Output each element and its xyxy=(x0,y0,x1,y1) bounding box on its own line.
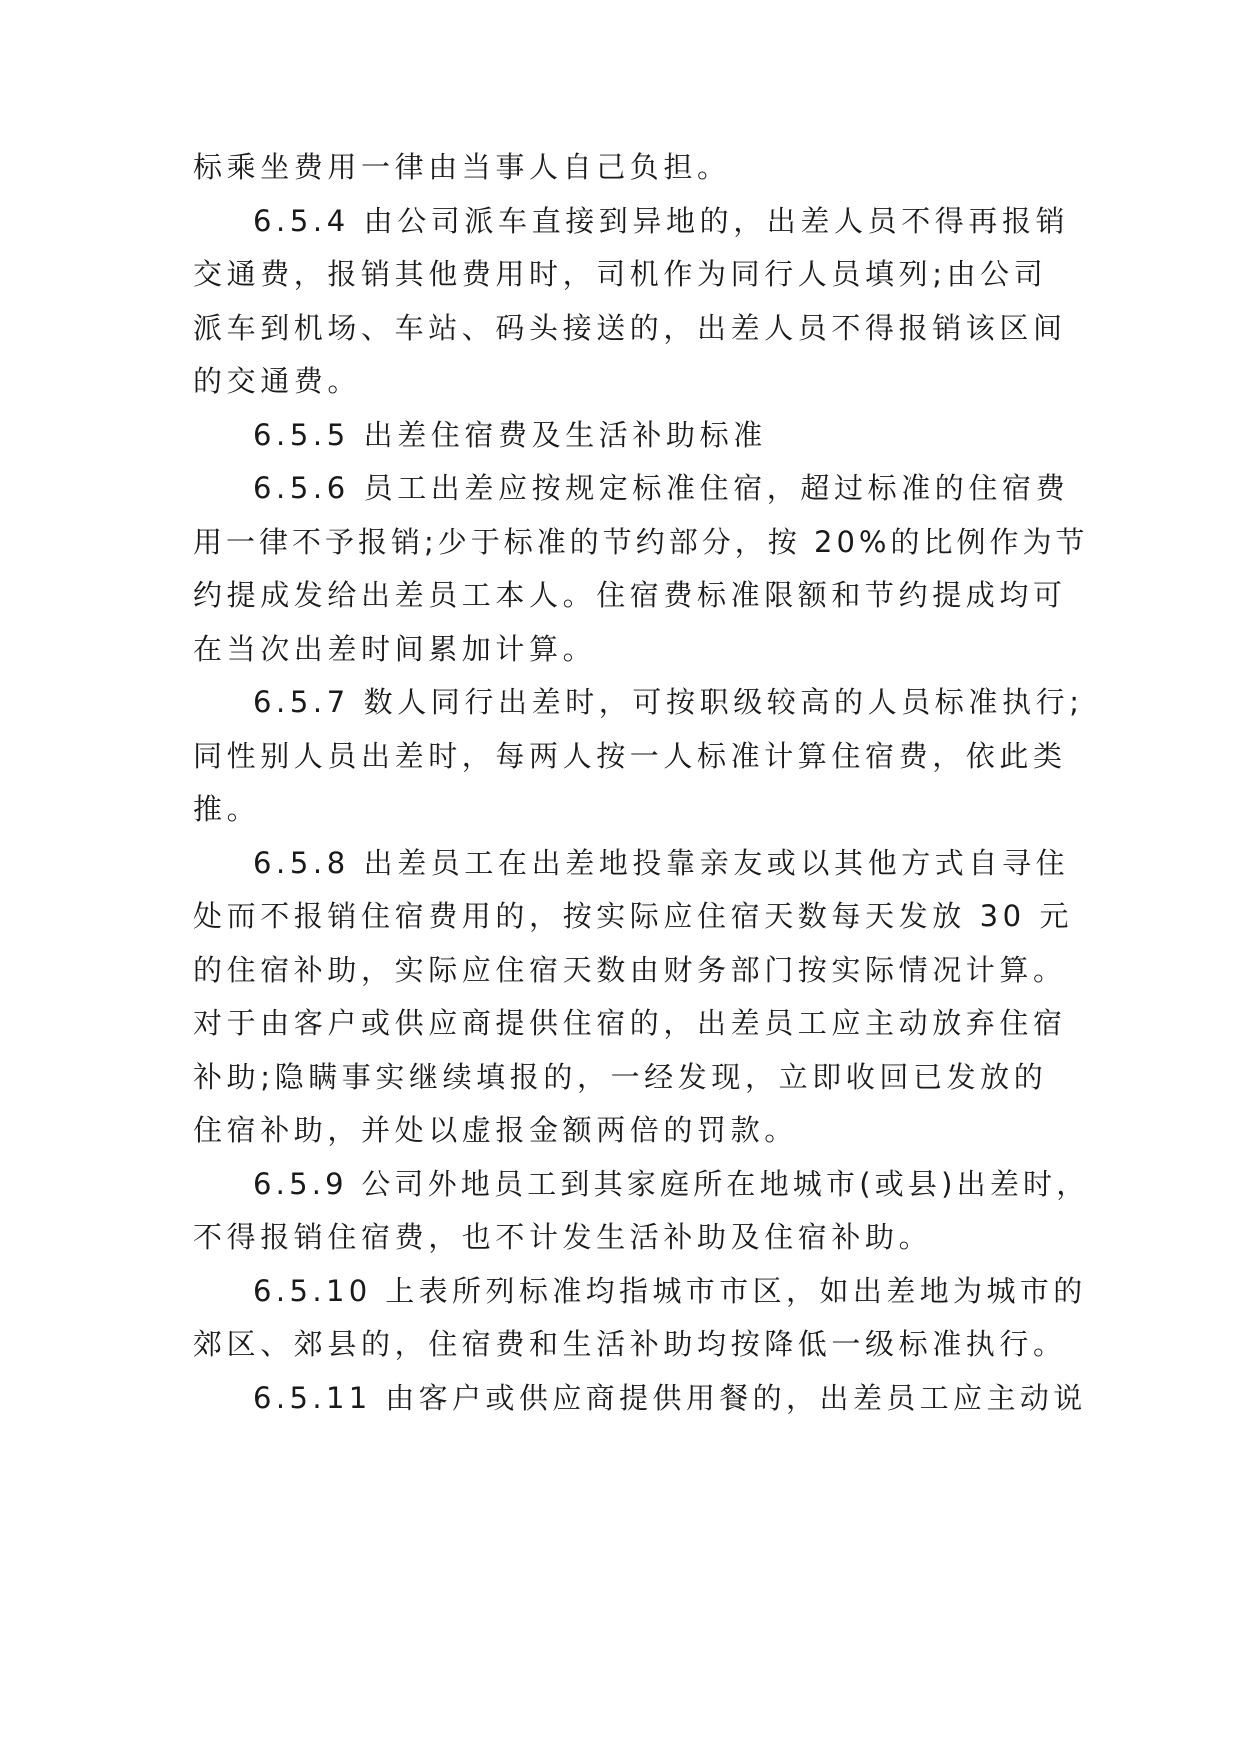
text-line: 郊区、郊县的，住宿费和生活补助均按降低一级标准执行。 xyxy=(193,1327,1067,1361)
text-line: 6.5.7 数人同行出差时，可按职级较高的人员标准执行; xyxy=(253,685,1084,719)
text-line: 约提成发给出差员工本人。住宿费标准限额和节约提成均可 xyxy=(193,578,1067,612)
text-line: 在当次出差时间累加计算。 xyxy=(193,632,597,666)
text-line: 住宿补助，并处以虚报金额两倍的罚款。 xyxy=(193,1113,798,1147)
text-line: 6.5.11 由客户或供应商提供用餐的，出差员工应主动说 xyxy=(253,1381,1087,1415)
text-line: 用一律不予报销;少于标准的节约部分，按 20%的比例作为节 xyxy=(193,525,1089,559)
text-line: 处而不报销住宿费用的，按实际应住宿天数每天发放 30 元 xyxy=(193,899,1074,933)
text-line: 对于由客户或供应商提供住宿的，出差员工应主动放弃住宿 xyxy=(193,1006,1067,1040)
text-line: 6.5.4 由公司派车直接到异地的，出差人员不得再报销 xyxy=(253,204,1070,238)
text-line: 的交通费。 xyxy=(193,364,362,398)
text-line: 推。 xyxy=(193,792,261,826)
text-line: 同性别人员出差时，每两人按一人标准计算住宿费，依此类 xyxy=(193,739,1067,773)
text-line: 不得报销住宿费，也不计发生活补助及住宿补助。 xyxy=(193,1220,933,1254)
text-line: 标乘坐费用一律由当事人自己负担。 xyxy=(193,150,731,184)
text-line: 6.5.6 员工出差应按规定标准住宿，超过标准的住宿费 xyxy=(253,471,1070,505)
text-line: 6.5.8 出差员工在出差地投靠亲友或以其他方式自寻住 xyxy=(253,846,1070,880)
text-line: 的住宿补助，实际应住宿天数由财务部门按实际情况计算。 xyxy=(193,953,1067,987)
text-line: 6.5.10 上表所列标准均指城市市区，如出差地为城市的 xyxy=(253,1274,1087,1308)
text-line: 派车到机场、车站、码头接送的，出差人员不得报销该区间 xyxy=(193,311,1067,345)
text-line: 6.5.5 出差住宿费及生活补助标准 xyxy=(253,418,767,452)
text-line: 交通费，报销其他费用时，司机作为同行人员填列;由公司 xyxy=(193,257,1048,291)
text-line: 6.5.9 公司外地员工到其家庭所在地城市(或县)出差时， xyxy=(253,1167,1090,1201)
text-line: 补助;隐瞒事实继续填报的，一经发现，立即收回已发放的 xyxy=(193,1060,1048,1094)
